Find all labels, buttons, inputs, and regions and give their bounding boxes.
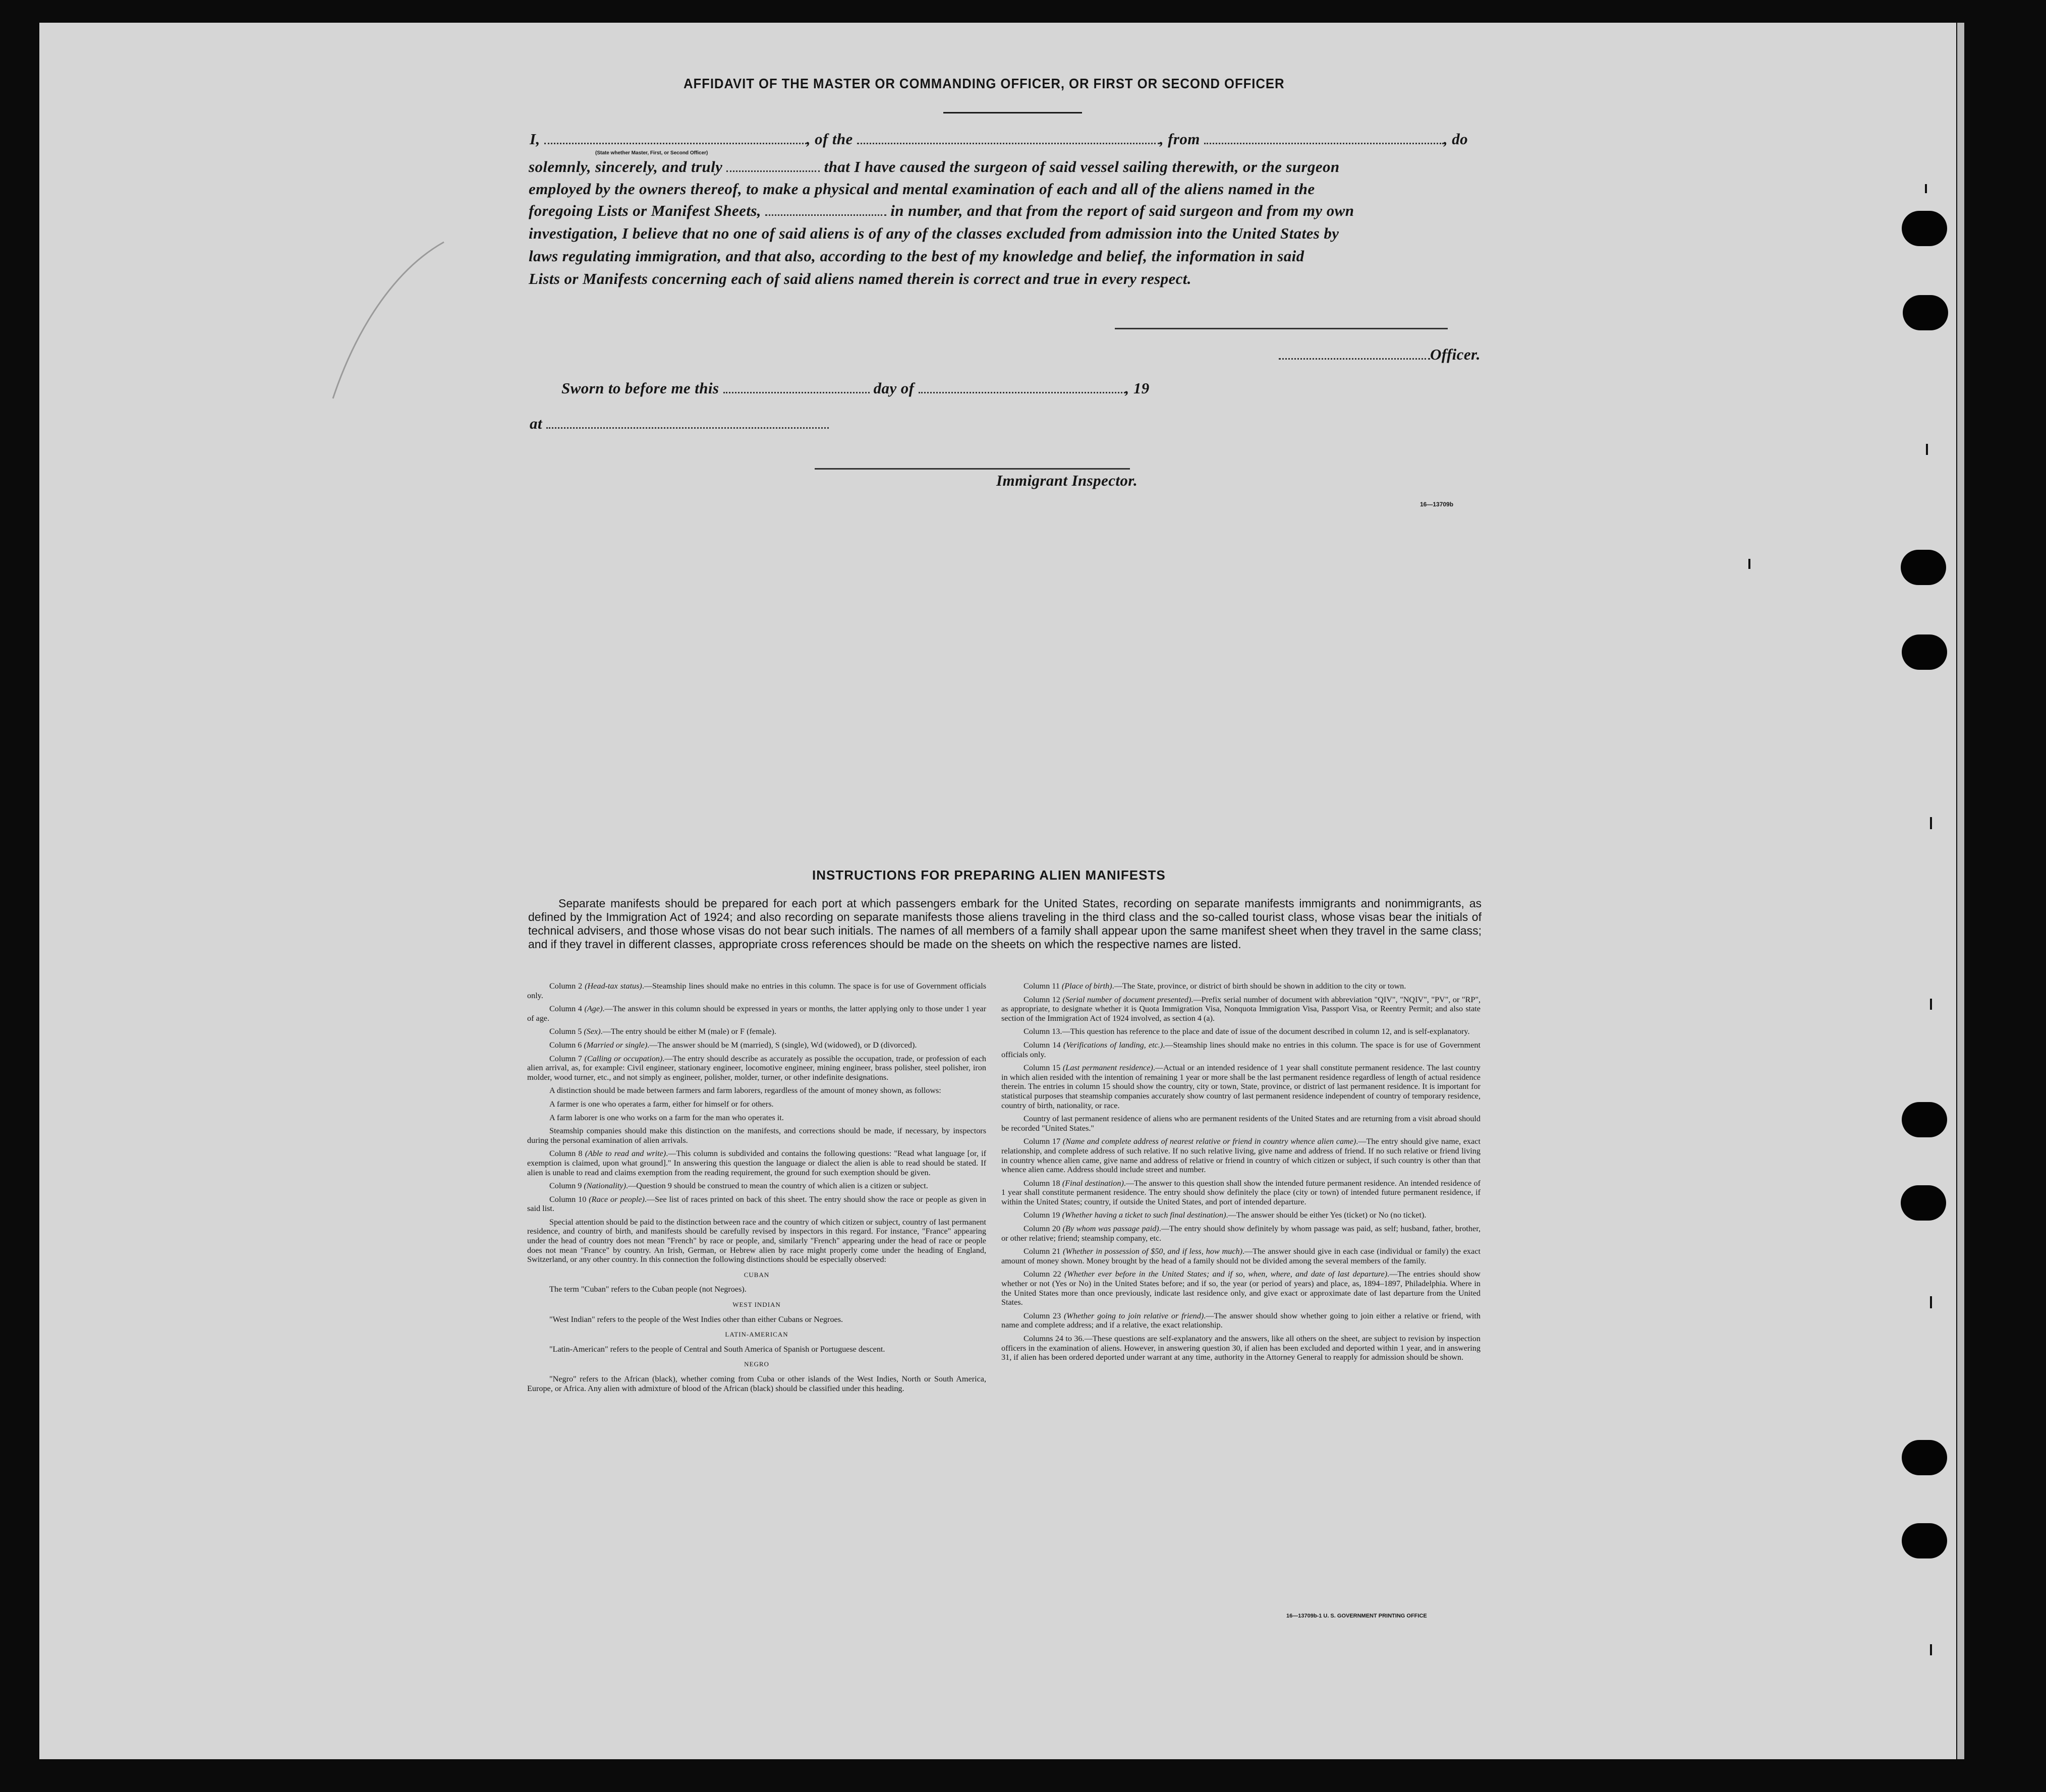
instruction-paragraph bbox=[527, 1113, 986, 1123]
margin-mark bbox=[1930, 817, 1932, 829]
sworn-label: Sworn to before me this bbox=[561, 379, 719, 397]
column-heading: (Name and complete address of nearest relative or friend in country whence alien came) bbox=[1062, 1137, 1356, 1146]
instruction-text: Steamship companies should make this distinction on the manifests, and corrections should be made, if necessary, by inspectors during the personal examination of alien arrivals. bbox=[527, 1126, 986, 1145]
line4-end: in number, and that from the report of said surgeon and from my own bbox=[890, 202, 1354, 219]
affidavit-line-1 bbox=[530, 130, 1488, 148]
west-indian-definition: "West Indian" refers to the people of the West Indies other than either Cubans or Negroes. bbox=[549, 1314, 843, 1324]
binder-hole bbox=[1903, 295, 1948, 330]
instruction-paragraph bbox=[527, 1100, 986, 1109]
latin-american-heading: LATIN-AMERICAN bbox=[725, 1331, 788, 1339]
instruction-paragraph bbox=[1001, 1114, 1481, 1133]
instruction-text: .—The State, province, or district of birth should be shown in addition to the city or town. bbox=[1112, 981, 1406, 991]
instruction-paragraph bbox=[1001, 1224, 1481, 1243]
at-line bbox=[530, 415, 829, 433]
column-heading: (Serial number of document presented) bbox=[1062, 995, 1191, 1004]
instruction-paragraph bbox=[1001, 1210, 1481, 1220]
instructions-left-column bbox=[527, 981, 986, 1397]
margin-mark bbox=[1930, 999, 1932, 1010]
from-port-blank[interactable] bbox=[1204, 142, 1444, 144]
column-label: Column 8 bbox=[549, 1149, 585, 1159]
column-label: Column 18 bbox=[1024, 1178, 1062, 1188]
negro-heading: NEGRO bbox=[744, 1360, 769, 1368]
binder-hole bbox=[1901, 550, 1946, 585]
inspector-label: Immigrant Inspector. bbox=[996, 472, 1138, 489]
instruction-paragraph bbox=[1001, 1063, 1481, 1110]
margin-mark bbox=[1930, 1296, 1932, 1308]
column-label: Column 7 bbox=[549, 1054, 585, 1063]
instruction-text: .—Steamship lines should make no entries in this column. The space is for use of Government officials only. bbox=[1001, 1040, 1481, 1059]
column-heading: (Final destination) bbox=[1062, 1178, 1124, 1188]
column-label: Column 2 bbox=[549, 981, 585, 991]
line1-do: , do bbox=[1443, 130, 1468, 148]
instruction-text: .—The entry should describe as accurately as possible the occupation, trade, or profession of each alien arrival, as, for example: Civil engineer, stationary engineer, locomotive engineer, mining engineer, brass polisher, steel polisher, iron molder, wood turner, etc., and not simply as engineer, polisher, molder, turner, or other indefinite designations. bbox=[527, 1054, 987, 1082]
line1-from: , from bbox=[1159, 130, 1200, 148]
instruction-text: .—Prefix serial number of document with abbreviation "QIV", "NQIV", "PV", or "RP", as appropriate, to designate whether it is Quota Immigration Visa, Nonquota Immigration Visa, Passport Visa, or Reentry Permit; and also state section of the Immigration Act of 1924 involved, as section 4 (a). bbox=[1001, 995, 1481, 1023]
signature-line[interactable] bbox=[1115, 328, 1448, 329]
instruction-text: .—Question 9 should be construed to mean the country of which alien is a citizen or subject. bbox=[626, 1181, 928, 1191]
line1-of-the: , of the bbox=[806, 130, 853, 148]
column-heading: (Whether having a ticket to such final destination) bbox=[1062, 1210, 1226, 1220]
pencil-mark bbox=[323, 237, 454, 403]
instruction-text: Columns 24 to 36.—These questions are self-explanatory and the answers, like all others on the sheet, are subject to revision by inspection officers in the examination of aliens. However, in answering question 30, if alien has been excluded and deported within 1 year, and in answering 31, if alien has been ordered deported under warrant at any time, authority in the Attorney General to reapply for admission should be shown. bbox=[1001, 1334, 1481, 1362]
instruction-paragraph bbox=[527, 1195, 986, 1213]
instruction-paragraph bbox=[1001, 1311, 1481, 1330]
column-label: Column 19 bbox=[1024, 1210, 1062, 1220]
column-label: Column 23 bbox=[1024, 1311, 1064, 1320]
place-blank[interactable] bbox=[546, 427, 829, 429]
printing-office-code: 16—13709b-1 U. S. GOVERNMENT PRINTING OFFICE bbox=[1286, 1613, 1427, 1619]
instruction-text: .—The entry should give name, exact relationship, and complete address of such relative. If no such relative living, give name and address of friend. If no such relative or friend living in country whence alien came, give name and address of relative or friend in country of which citizen or subject, if such country is other than that whence alien came. Address should include street and number. bbox=[1001, 1137, 1481, 1175]
column-label: Column 10 bbox=[549, 1194, 589, 1204]
inspector-signature-line[interactable] bbox=[815, 468, 1130, 470]
column-heading: (Age) bbox=[584, 1004, 603, 1014]
instructions-intro: Separate manifests should be prepared for each port at which passengers embark for the United States, recording on separate manifests immigrants and nonimmigrants, as defined by the Immigration Act of 1924; and also recording on separate manifests those aliens traveling in the third class and the so-called tourist class, whose visas bear the initials of technical advisers, and those whose visas do not bear such initials. The names of all members of a family shall appear upon the same manifest sheet when they travel in the same class; and if they travel in different classes, appropriate cross references should be made on the sheets on which the respective names are listed. bbox=[528, 897, 1482, 951]
line2-end: that I have caused the surgeon of said vessel sailing therewith, or the surgeon bbox=[824, 158, 1340, 176]
instruction-text: .—Actual or an intended residence of 1 year shall constitute permanent residence. The last country in which alien resided with the intention of remaining 1 year or more shall be the last permanent residence regardless of length of actual residence therein. The entries in column 15 should show the country, city or town, State, province, or district of last permanent residence. It is important for statistical purposes that steamship companies accurately show country of last permanent residence independent of country of temporary residence, country of birth, nationality, or race. bbox=[1001, 1063, 1481, 1110]
column-heading: (Nationality) bbox=[584, 1181, 626, 1191]
binder-hole bbox=[1901, 1185, 1946, 1221]
margin-mark bbox=[1748, 559, 1750, 569]
column-heading: (By whom was passage paid) bbox=[1062, 1224, 1159, 1234]
column-label: Column 5 bbox=[549, 1027, 584, 1036]
instruction-paragraph bbox=[527, 981, 986, 1000]
officer-label: Officer. bbox=[1430, 345, 1481, 363]
column-label: Column 6 bbox=[549, 1040, 584, 1050]
column-label: Column 12 bbox=[1024, 995, 1063, 1004]
sworn-manner-blank[interactable] bbox=[726, 170, 820, 172]
instruction-paragraph bbox=[527, 1004, 986, 1023]
affidavit-line-4 bbox=[529, 202, 1354, 220]
day-of-label: day of bbox=[873, 379, 915, 397]
instruction-text: A farm laborer is one who works on a farm for the man who operates it. bbox=[549, 1113, 784, 1122]
instruction-text: .—The answer should give in each case (individual or family) the exact amount of money shown. Money brought by the head of a family should not be divided among the several members of the family. bbox=[1001, 1247, 1481, 1265]
instruction-text: .—The entry should show definitely by whom passage was paid, as self; husband, father, brother, or other relative; friend; steamship company, etc. bbox=[1001, 1224, 1481, 1243]
instruction-paragraph bbox=[1001, 1027, 1481, 1036]
instruction-paragraph bbox=[1001, 1040, 1481, 1059]
sworn-month-blank[interactable] bbox=[919, 391, 1125, 393]
sworn-line bbox=[561, 379, 1150, 397]
instruction-text: .—Steamship lines should make no entries in this column. The space is for use of Government officials only. bbox=[527, 981, 987, 1000]
line2-start: solemnly, sincerely, and truly bbox=[529, 158, 723, 176]
instruction-text: Special attention should be paid to the distinction between race and the country of which citizen or subject, country of last permanent residence, and country of birth, and manifests should be carefully revised by inspectors in this regard. For instance, "France" appearing under the head of country does not mean "French" by race or people, and, similarly "French" appearing under the head of race or people does not mean "France" by country. An Irish, German, or Hebrew alien by race might properly come under the heading of England, Switzerland, or any other country. In this connection the following distinctions should be especially observed: bbox=[527, 1217, 986, 1264]
instruction-paragraph bbox=[1001, 1179, 1481, 1207]
page-edge bbox=[1957, 23, 1964, 1759]
instruction-paragraph bbox=[527, 1126, 986, 1145]
instruction-text: .—The answer should be either Yes (ticket) or No (no ticket). bbox=[1226, 1210, 1427, 1220]
instruction-text: .—The answer should show whether going to join either a relative or friend, with name and complete address; and if a relative, the exact relationship. bbox=[1001, 1311, 1481, 1330]
column-label: Column 15 bbox=[1024, 1063, 1063, 1073]
column-heading: (Able to read and write) bbox=[585, 1149, 666, 1159]
binder-hole bbox=[1902, 211, 1947, 246]
instruction-paragraph bbox=[1001, 1334, 1481, 1362]
affidavit-title: AFFIDAVIT OF THE MASTER OR COMMANDING OFFICER, OR FIRST OR SECOND OFFICER bbox=[684, 76, 1285, 91]
instructions-title: INSTRUCTIONS FOR PREPARING ALIEN MANIFESTS bbox=[812, 868, 1166, 883]
column-label: Column 9 bbox=[549, 1181, 584, 1191]
binder-hole bbox=[1902, 1523, 1947, 1558]
affidavit-line-6: laws regulating immigration, and that also, according to the best of my knowledge and belief, the information in said bbox=[529, 247, 1304, 265]
column-heading: (Whether going to join relative or friend) bbox=[1064, 1311, 1204, 1320]
sworn-day-blank[interactable] bbox=[723, 391, 870, 393]
instruction-paragraph bbox=[1001, 1137, 1481, 1174]
margin-mark bbox=[1925, 184, 1927, 193]
affidavit-line-7: Lists or Manifests concerning each of said aliens named therein is correct and true in every respect. bbox=[529, 270, 1191, 287]
instruction-text: .—The answer should be M (married), S (single), Wd (widowed), or D (divorced). bbox=[647, 1040, 917, 1050]
instruction-paragraph bbox=[527, 1181, 986, 1191]
column-label: Column 4 bbox=[549, 1004, 585, 1014]
officer-line bbox=[1279, 345, 1481, 364]
instruction-text: A distinction should be made between farmers and farm laborers, regardless of the amount of money shown, as follows: bbox=[549, 1086, 941, 1095]
line1-i: I, bbox=[530, 130, 540, 148]
binder-hole bbox=[1902, 634, 1947, 670]
column-heading: (Calling or occupation) bbox=[584, 1054, 663, 1063]
instruction-paragraph bbox=[527, 1054, 986, 1082]
margin-mark bbox=[1930, 1644, 1932, 1655]
column-heading: (Verifications of landing, etc.) bbox=[1063, 1040, 1163, 1050]
column-label: Column 22 bbox=[1024, 1269, 1064, 1279]
instruction-text: .—The entry should be either M (male) or F (female). bbox=[600, 1027, 776, 1036]
cuban-definition: The term "Cuban" refers to the Cuban people (not Negroes). bbox=[549, 1285, 747, 1294]
binder-hole bbox=[1902, 1440, 1947, 1475]
margin-mark bbox=[1926, 444, 1928, 455]
sheet-count-blank[interactable] bbox=[765, 214, 886, 216]
latin-american-definition: "Latin-American" refers to the people of Central and South America of Spanish or Portuguese descent. bbox=[549, 1344, 885, 1354]
affidavit-line-5: investigation, I believe that no one of said aliens is of any of the classes excluded from admission into the United States by bbox=[529, 224, 1339, 242]
negro-definition: "Negro" refers to the African (black), whether coming from Cuba or other islands of the West Indies, North or South America, Europe, or Africa. Any alien with admixture of blood of the African (black) should be classified under this heading. bbox=[527, 1374, 986, 1393]
column-heading: (Whether ever before in the United States; and if so, when, where, and date of last departure) bbox=[1064, 1269, 1388, 1279]
instruction-text: .—See list of races printed on back of this sheet. The entry should show the race or people as given in said list. bbox=[527, 1194, 986, 1213]
column-heading: (Whether in possession of $50, and if less, how much) bbox=[1063, 1247, 1242, 1256]
column-heading: (Married or single) bbox=[584, 1040, 648, 1050]
cuban-heading: CUBAN bbox=[744, 1270, 770, 1279]
column-heading: (Race or people) bbox=[589, 1194, 645, 1204]
column-heading: (Place of birth) bbox=[1061, 981, 1112, 991]
column-label: Column 21 bbox=[1024, 1247, 1063, 1256]
instruction-text: Country of last permanent residence of aliens who are permanent residents of the United States and are returning from a visit abroad should be recorded "United States." bbox=[1001, 1114, 1481, 1133]
binder-hole bbox=[1902, 1102, 1947, 1137]
column-label: Column 20 bbox=[1024, 1224, 1063, 1234]
affidavit-line-2 bbox=[529, 158, 1340, 176]
vessel-name-blank[interactable] bbox=[857, 142, 1160, 144]
instruction-text: A farmer is one who operates a farm, either for himself or for others. bbox=[549, 1099, 774, 1109]
instruction-paragraph bbox=[1001, 1247, 1481, 1265]
instruction-paragraph bbox=[1001, 995, 1481, 1023]
west-indian-heading: WEST INDIAN bbox=[732, 1301, 781, 1309]
instruction-text: .—This column is subdivided and contains the following questions: "Read what language [or, if exemption is claimed, upon what ground]." In answering this question the language or dialect the alien is able to read should be stated. If alien is unable to read and claims exemption from the reading requirement, the ground for such exemption should be given. bbox=[527, 1149, 986, 1177]
instruction-paragraph bbox=[527, 1218, 986, 1264]
line4-start: foregoing Lists or Manifest Sheets, bbox=[529, 202, 761, 219]
instruction-paragraph bbox=[1001, 1269, 1481, 1307]
affidavit-line-3: employed by the owners thereof, to make a physical and mental examination of each and all of the aliens named in the bbox=[529, 180, 1315, 198]
column-label: Column 11 bbox=[1024, 981, 1062, 991]
instruction-paragraph bbox=[527, 1027, 986, 1036]
instruction-paragraph bbox=[1001, 981, 1481, 991]
column-label: Column 17 bbox=[1024, 1137, 1063, 1146]
column-label: Column 14 bbox=[1024, 1040, 1063, 1050]
year-label: , 19 bbox=[1125, 379, 1150, 397]
instruction-paragraph bbox=[527, 1149, 986, 1177]
officer-signature-blank[interactable] bbox=[1279, 358, 1430, 360]
form-code: 16—13709b bbox=[1420, 501, 1454, 508]
instruction-text: .—The entries should show whether or not (Yes or No) in the United States before; and if so, the year (or period of years) and place, as, 1894–1897, Philadelphia. Where in the United States more than once previously, indicate last residence only, and give exact or approximate date of last departure from the United States. bbox=[1001, 1269, 1481, 1307]
column-heading: (Head-tax status) bbox=[585, 981, 642, 991]
instruction-text: —This question has reference to the place and date of issue of the document described in column 12, and is self-explanatory. bbox=[1062, 1027, 1470, 1036]
instruction-text: .—The answer in this column should be expressed in years or months, the latter applying only to those under 1 year of age. bbox=[527, 1004, 986, 1023]
instruction-paragraph bbox=[527, 1040, 986, 1050]
instructions-right-column bbox=[1001, 981, 1481, 1366]
rank-note: (State whether Master, First, or Second Officer) bbox=[595, 150, 708, 156]
title-underline bbox=[943, 112, 1082, 113]
instruction-text: .—The answer to this question shall show the intended future permanent residence. An intended residence of 1 year shall constitute permanent residence. The entry should show definitely the place (city or town) of intended future permanent residence, if within the United States; country, if outside the United States, and port of intended departure. bbox=[1001, 1178, 1481, 1206]
column-heading: (Last permanent residence) bbox=[1062, 1063, 1153, 1073]
officer-rank-blank[interactable] bbox=[544, 142, 807, 144]
at-label: at bbox=[530, 415, 542, 432]
column-label: Column 13. bbox=[1024, 1027, 1062, 1036]
column-heading: (Sex) bbox=[584, 1027, 601, 1036]
instruction-paragraph bbox=[527, 1086, 986, 1095]
